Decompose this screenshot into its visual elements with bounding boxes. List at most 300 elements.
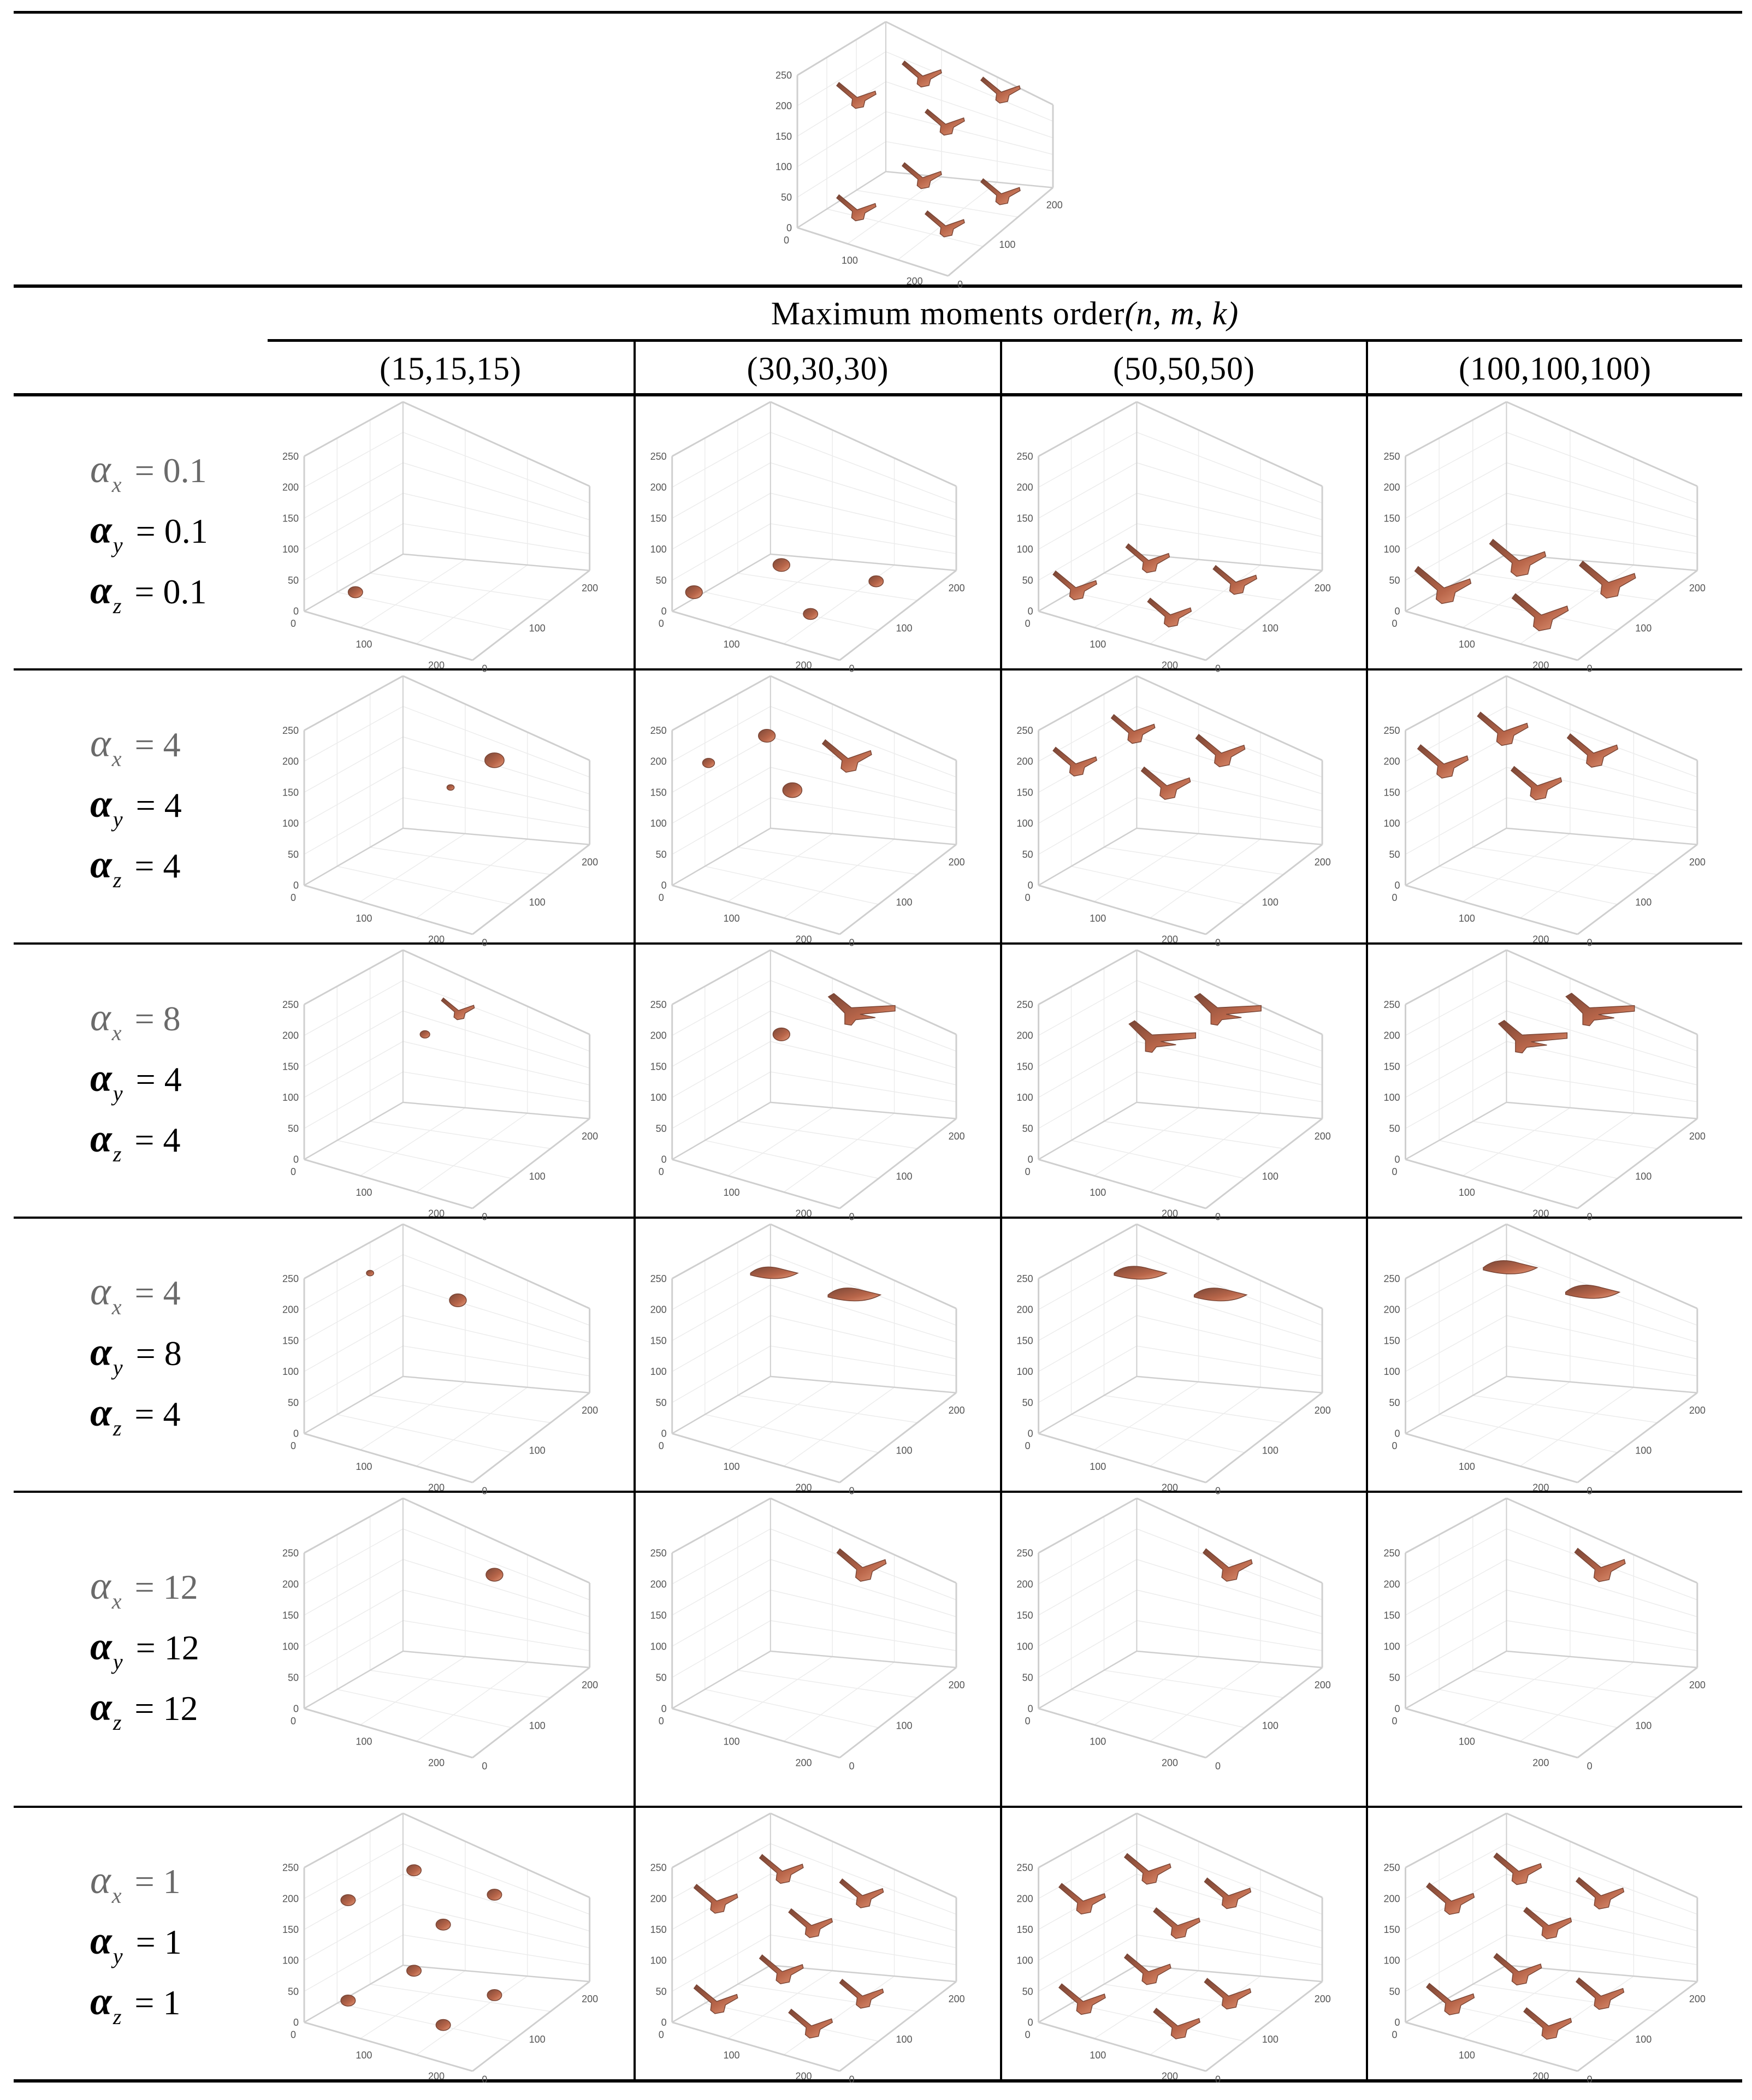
svg-text:0: 0 <box>658 892 664 904</box>
alpha-value: 0.1 <box>163 450 207 490</box>
svg-text:250: 250 <box>650 1547 667 1559</box>
reconstruction-plot-r4-c1 <box>268 1219 634 1497</box>
svg-text:100: 100 <box>650 1955 667 1966</box>
svg-text:100: 100 <box>1635 2033 1652 2045</box>
reconstruction-plot-r2-c2 <box>636 671 1000 948</box>
alpha-value: 4 <box>163 1120 181 1159</box>
svg-text:100: 100 <box>1090 2050 1106 2061</box>
svg-text:0: 0 <box>1025 1715 1031 1727</box>
svg-text:0: 0 <box>1025 618 1031 630</box>
alpha-value: 4 <box>164 1059 182 1099</box>
svg-text:200: 200 <box>650 756 667 767</box>
alpha-subscript: x <box>111 1589 122 1613</box>
equals-sign: = <box>135 1059 156 1099</box>
alpha-subscript: x <box>111 1294 122 1319</box>
alpha-symbol: α <box>90 447 111 491</box>
svg-text:200: 200 <box>795 1757 812 1769</box>
equals-sign: = <box>134 572 155 611</box>
svg-text:200: 200 <box>1161 934 1179 945</box>
svg-text:0: 0 <box>783 234 790 246</box>
bottom-rule <box>14 2079 1742 2083</box>
svg-text:0: 0 <box>849 1485 855 1497</box>
equals-sign: = <box>134 1862 155 1901</box>
alpha-z-equation <box>90 1111 181 1172</box>
parameter-label-row-3 <box>14 945 268 1217</box>
equals-sign: = <box>134 450 155 490</box>
svg-text:50: 50 <box>287 1397 299 1408</box>
alpha-y-equation <box>90 1051 182 1111</box>
alpha-subscript: y <box>113 1944 123 1968</box>
svg-text:200: 200 <box>428 660 445 671</box>
svg-text:100: 100 <box>282 818 299 829</box>
svg-text:200: 200 <box>428 1757 445 1769</box>
alpha-symbol: α <box>90 507 112 551</box>
svg-text:0: 0 <box>482 1485 488 1497</box>
svg-text:200: 200 <box>1689 1404 1706 1416</box>
svg-text:150: 150 <box>282 1061 299 1072</box>
svg-text:100: 100 <box>1458 1736 1475 1747</box>
alpha-y-equation <box>90 776 182 837</box>
svg-text:250: 250 <box>1016 1862 1033 1873</box>
svg-text:0: 0 <box>1394 2016 1400 2028</box>
svg-text:150: 150 <box>1383 1061 1400 1072</box>
alpha-value: 4 <box>163 1394 181 1433</box>
svg-text:0: 0 <box>658 1166 664 1178</box>
svg-text:0: 0 <box>1587 1211 1593 1223</box>
svg-text:0: 0 <box>1025 1166 1031 1178</box>
svg-text:50: 50 <box>287 1123 299 1134</box>
svg-text:150: 150 <box>1383 1924 1400 1935</box>
svg-text:0: 0 <box>661 1428 667 1439</box>
parameter-label-row-2 <box>14 671 268 942</box>
parameter-label-row-4 <box>14 1219 268 1491</box>
alpha-symbol: α <box>90 1390 112 1434</box>
reconstruction-plot-r1-c2 <box>636 396 1000 674</box>
svg-text:100: 100 <box>1016 818 1033 829</box>
svg-text:0: 0 <box>1394 606 1400 617</box>
svg-text:50: 50 <box>1022 1986 1033 1997</box>
alpha-x-equation <box>90 1853 181 1913</box>
alpha-subscript: z <box>113 1415 122 1440</box>
svg-text:100: 100 <box>1090 912 1106 924</box>
svg-text:200: 200 <box>1314 1404 1331 1416</box>
svg-text:0: 0 <box>1025 2029 1031 2040</box>
svg-text:200: 200 <box>428 934 445 945</box>
svg-text:250: 250 <box>1016 450 1033 462</box>
svg-text:200: 200 <box>1689 1994 1706 2005</box>
svg-text:0: 0 <box>1394 1703 1400 1715</box>
svg-text:200: 200 <box>650 482 667 493</box>
alpha-symbol: α <box>90 842 112 886</box>
alpha-symbol: α <box>90 1269 111 1313</box>
svg-text:200: 200 <box>582 1404 599 1416</box>
svg-text:150: 150 <box>1016 787 1033 798</box>
alpha-subscript: z <box>113 867 122 892</box>
svg-text:150: 150 <box>650 1610 667 1621</box>
svg-text:200: 200 <box>650 1030 667 1041</box>
svg-text:0: 0 <box>1027 880 1033 891</box>
svg-text:0: 0 <box>658 1440 664 1452</box>
svg-text:50: 50 <box>1389 1397 1400 1408</box>
svg-text:100: 100 <box>1635 897 1652 908</box>
svg-text:0: 0 <box>293 2016 299 2028</box>
svg-text:150: 150 <box>1383 1610 1400 1621</box>
svg-text:100: 100 <box>282 1366 299 1378</box>
svg-text:150: 150 <box>282 1610 299 1621</box>
svg-text:150: 150 <box>1383 787 1400 798</box>
svg-text:0: 0 <box>1392 1715 1398 1727</box>
svg-text:150: 150 <box>1383 1335 1400 1346</box>
alpha-symbol: α <box>90 1979 112 2023</box>
svg-text:0: 0 <box>1587 2074 1593 2085</box>
alpha-subscript: y <box>113 1355 123 1380</box>
svg-text:100: 100 <box>896 1445 913 1456</box>
svg-text:0: 0 <box>1587 937 1593 948</box>
svg-text:200: 200 <box>650 1579 667 1590</box>
svg-text:200: 200 <box>428 1208 445 1219</box>
column-header-1: (15,15,15) <box>380 351 522 387</box>
svg-text:0: 0 <box>661 606 667 617</box>
equals-sign: = <box>134 1273 155 1312</box>
svg-text:250: 250 <box>1383 1862 1400 1873</box>
svg-text:200: 200 <box>428 1482 445 1493</box>
svg-text:0: 0 <box>290 2029 297 2040</box>
svg-text:100: 100 <box>896 1171 913 1182</box>
svg-text:200: 200 <box>582 582 599 594</box>
svg-text:200: 200 <box>1016 1304 1033 1315</box>
svg-text:0: 0 <box>658 2029 664 2040</box>
svg-text:200: 200 <box>582 1680 599 1691</box>
alpha-subscript: x <box>111 1020 122 1045</box>
alpha-symbol: α <box>90 781 112 826</box>
equals-sign: = <box>135 511 156 550</box>
svg-text:200: 200 <box>1383 1893 1400 1905</box>
svg-text:200: 200 <box>1161 2071 1179 2082</box>
reconstruction-plot-r1-c1 <box>268 396 634 674</box>
reconstruction-plot-r3-c2 <box>636 945 1000 1223</box>
reconstruction-plot-r2-c1 <box>268 671 634 948</box>
svg-text:0: 0 <box>1027 2016 1033 2028</box>
alpha-subscript: y <box>113 532 123 557</box>
svg-text:200: 200 <box>1689 582 1706 594</box>
alpha-y-equation <box>90 502 208 563</box>
svg-text:250: 250 <box>1383 1273 1400 1284</box>
svg-text:200: 200 <box>1383 482 1400 493</box>
svg-text:0: 0 <box>1215 663 1221 674</box>
svg-text:200: 200 <box>795 934 812 945</box>
reconstruction-plot-r3-c4 <box>1368 945 1742 1223</box>
alpha-z-equation <box>90 1974 181 2034</box>
svg-text:100: 100 <box>650 544 667 555</box>
reconstruction-plot-r4-c2 <box>636 1219 1000 1497</box>
header-title-vars: (n, m, k) <box>1124 295 1239 331</box>
reconstruction-plot-r5-c4 <box>1368 1493 1742 1772</box>
svg-text:100: 100 <box>529 622 546 634</box>
svg-text:100: 100 <box>723 638 740 650</box>
svg-text:0: 0 <box>661 1703 667 1715</box>
svg-text:100: 100 <box>1383 1641 1400 1652</box>
svg-text:50: 50 <box>1022 1672 1033 1683</box>
parameter-label-row-1 <box>14 396 268 668</box>
svg-text:100: 100 <box>1016 1641 1033 1652</box>
svg-text:50: 50 <box>1022 1397 1033 1408</box>
svg-text:150: 150 <box>1016 1061 1033 1072</box>
alpha-symbol: α <box>90 995 111 1039</box>
svg-text:100: 100 <box>1383 1366 1400 1378</box>
alpha-symbol: α <box>90 1919 112 1962</box>
svg-text:0: 0 <box>482 663 488 674</box>
svg-text:100: 100 <box>529 2033 546 2045</box>
svg-text:200: 200 <box>282 756 299 767</box>
svg-text:200: 200 <box>282 1579 299 1590</box>
reconstruction-plot-r3-c3 <box>1002 945 1366 1223</box>
svg-text:0: 0 <box>658 1715 664 1727</box>
svg-text:100: 100 <box>723 1187 740 1198</box>
svg-text:50: 50 <box>287 574 299 586</box>
svg-text:100: 100 <box>529 897 546 908</box>
svg-text:0: 0 <box>1392 1440 1398 1452</box>
svg-text:0: 0 <box>290 1166 297 1178</box>
svg-text:0: 0 <box>293 880 299 891</box>
svg-text:0: 0 <box>482 937 488 948</box>
svg-text:0: 0 <box>1027 1703 1033 1715</box>
svg-text:0: 0 <box>849 1211 855 1223</box>
svg-text:100: 100 <box>650 1641 667 1652</box>
svg-text:50: 50 <box>655 574 667 586</box>
svg-text:200: 200 <box>428 2071 445 2082</box>
svg-text:200: 200 <box>1016 756 1033 767</box>
svg-text:150: 150 <box>650 787 667 798</box>
svg-text:200: 200 <box>582 1994 599 2005</box>
svg-text:0: 0 <box>1215 1760 1221 1772</box>
alpha-value: 0.1 <box>163 572 207 611</box>
reconstruction-plot-r4-c4 <box>1368 1219 1742 1497</box>
svg-text:0: 0 <box>1027 1154 1033 1165</box>
svg-text:250: 250 <box>650 1273 667 1284</box>
header-title-text: Maximum moments order <box>771 295 1125 331</box>
svg-text:100: 100 <box>1635 1445 1652 1456</box>
svg-text:0: 0 <box>1215 1211 1221 1223</box>
svg-text:50: 50 <box>1022 1123 1033 1134</box>
svg-text:0: 0 <box>290 1440 297 1452</box>
svg-text:250: 250 <box>1383 999 1400 1010</box>
svg-text:150: 150 <box>282 787 299 798</box>
alpha-x-equation <box>90 1558 198 1619</box>
svg-text:250: 250 <box>650 725 667 736</box>
svg-text:200: 200 <box>582 1130 599 1142</box>
svg-text:50: 50 <box>655 1672 667 1683</box>
svg-text:250: 250 <box>282 1273 299 1284</box>
svg-text:100: 100 <box>1458 1461 1475 1472</box>
alpha-subscript: y <box>113 1650 123 1674</box>
svg-text:150: 150 <box>650 1924 667 1935</box>
svg-text:50: 50 <box>287 1986 299 1997</box>
svg-text:200: 200 <box>282 1030 299 1041</box>
svg-text:250: 250 <box>282 999 299 1010</box>
svg-text:200: 200 <box>1046 199 1063 211</box>
alpha-value: 1 <box>163 1862 181 1901</box>
svg-text:0: 0 <box>293 1703 299 1715</box>
svg-text:0: 0 <box>1215 2074 1221 2085</box>
svg-text:100: 100 <box>1090 1736 1106 1747</box>
svg-text:200: 200 <box>1314 1680 1331 1691</box>
alpha-z-equation <box>90 837 181 898</box>
svg-text:200: 200 <box>282 1893 299 1905</box>
svg-text:150: 150 <box>775 130 792 142</box>
alpha-y-equation <box>90 1325 182 1385</box>
alpha-symbol: α <box>90 1564 111 1607</box>
svg-text:250: 250 <box>1383 1547 1400 1559</box>
svg-text:100: 100 <box>775 161 792 173</box>
svg-text:100: 100 <box>1635 622 1652 634</box>
svg-text:100: 100 <box>650 1366 667 1378</box>
alpha-symbol: α <box>90 1858 111 1902</box>
svg-text:100: 100 <box>1016 1955 1033 1966</box>
svg-text:50: 50 <box>655 1986 667 1997</box>
svg-text:200: 200 <box>1689 1680 1706 1691</box>
svg-text:50: 50 <box>780 192 792 203</box>
svg-text:200: 200 <box>1016 1579 1033 1590</box>
svg-text:100: 100 <box>1262 1720 1279 1731</box>
svg-text:0: 0 <box>658 618 664 630</box>
svg-text:150: 150 <box>650 1061 667 1072</box>
svg-text:200: 200 <box>1383 1579 1400 1590</box>
svg-text:0: 0 <box>482 1760 488 1772</box>
alpha-x-equation <box>90 442 207 502</box>
svg-text:250: 250 <box>650 999 667 1010</box>
svg-text:50: 50 <box>1022 574 1033 586</box>
svg-text:100: 100 <box>529 1171 546 1182</box>
svg-text:0: 0 <box>1025 1440 1031 1452</box>
svg-text:100: 100 <box>529 1445 546 1456</box>
column-header-2: (30,30,30) <box>747 351 889 387</box>
alpha-value: 12 <box>163 1689 198 1728</box>
svg-text:100: 100 <box>356 1187 372 1198</box>
svg-text:200: 200 <box>1161 1208 1179 1219</box>
svg-text:150: 150 <box>1016 1924 1033 1935</box>
svg-text:100: 100 <box>1262 1445 1279 1456</box>
svg-text:100: 100 <box>1635 1720 1652 1731</box>
svg-text:50: 50 <box>1389 849 1400 860</box>
svg-text:100: 100 <box>356 638 372 650</box>
svg-text:200: 200 <box>1016 482 1033 493</box>
svg-text:0: 0 <box>1025 892 1031 904</box>
svg-text:100: 100 <box>1383 1955 1400 1966</box>
svg-text:0: 0 <box>293 1154 299 1165</box>
svg-text:50: 50 <box>655 1123 667 1134</box>
reconstruction-plot-r1-c4 <box>1368 396 1742 674</box>
reconstruction-plot-r2-c4 <box>1368 671 1742 948</box>
svg-text:100: 100 <box>1458 1187 1475 1198</box>
alpha-value: 0.1 <box>164 511 208 550</box>
alpha-x-equation <box>90 1264 181 1325</box>
svg-text:200: 200 <box>650 1304 667 1315</box>
svg-text:100: 100 <box>1262 622 1279 634</box>
svg-text:200: 200 <box>1016 1893 1033 1905</box>
svg-text:50: 50 <box>1389 1986 1400 1997</box>
alpha-symbol: α <box>90 1330 112 1374</box>
svg-text:150: 150 <box>650 513 667 524</box>
svg-text:50: 50 <box>287 1672 299 1683</box>
reconstruction-plot-r6-c3 <box>1002 1808 1366 2085</box>
svg-text:100: 100 <box>1262 2033 1279 2045</box>
svg-text:0: 0 <box>293 1428 299 1439</box>
alpha-value: 8 <box>163 999 181 1038</box>
svg-text:100: 100 <box>1262 897 1279 908</box>
reconstruction-plot-r5-c3 <box>1002 1493 1366 1772</box>
svg-text:200: 200 <box>906 275 923 287</box>
svg-text:200: 200 <box>1383 756 1400 767</box>
svg-text:200: 200 <box>1689 856 1706 868</box>
alpha-value: 4 <box>163 846 181 885</box>
svg-text:100: 100 <box>356 912 372 924</box>
reconstruction-plot-r3-c1 <box>268 945 634 1223</box>
svg-text:0: 0 <box>1392 1166 1398 1178</box>
alpha-y-equation <box>90 1619 199 1680</box>
alpha-z-equation <box>90 1385 181 1446</box>
svg-text:200: 200 <box>1532 1757 1549 1769</box>
svg-text:0: 0 <box>290 892 297 904</box>
svg-text:0: 0 <box>957 278 963 290</box>
reconstruction-plot-r1-c3 <box>1002 396 1366 674</box>
svg-text:200: 200 <box>1532 1482 1549 1493</box>
svg-text:0: 0 <box>290 618 297 630</box>
svg-text:100: 100 <box>1458 638 1475 650</box>
alpha-subscript: y <box>113 1081 123 1106</box>
svg-text:200: 200 <box>948 1994 965 2005</box>
reconstruction-plot-r5-c2 <box>636 1493 1000 1772</box>
svg-text:0: 0 <box>1394 880 1400 891</box>
svg-text:250: 250 <box>282 725 299 736</box>
svg-text:100: 100 <box>723 2050 740 2061</box>
svg-text:200: 200 <box>775 100 792 111</box>
svg-text:50: 50 <box>1022 849 1033 860</box>
alpha-value: 4 <box>163 1273 181 1312</box>
svg-text:0: 0 <box>661 880 667 891</box>
svg-text:100: 100 <box>1383 544 1400 555</box>
svg-text:0: 0 <box>786 222 792 234</box>
svg-text:200: 200 <box>948 582 965 594</box>
svg-text:200: 200 <box>1314 1130 1331 1142</box>
svg-text:100: 100 <box>1458 2050 1475 2061</box>
svg-text:100: 100 <box>1262 1171 1279 1182</box>
svg-text:200: 200 <box>1689 1130 1706 1142</box>
alpha-x-equation <box>90 990 181 1051</box>
svg-text:100: 100 <box>1090 638 1106 650</box>
header-title <box>268 286 1742 341</box>
parameter-label-row-5 <box>14 1493 268 1806</box>
svg-text:200: 200 <box>282 1304 299 1315</box>
svg-text:200: 200 <box>1314 856 1331 868</box>
svg-text:200: 200 <box>948 1404 965 1416</box>
svg-text:100: 100 <box>282 1641 299 1652</box>
svg-text:100: 100 <box>1090 1461 1106 1472</box>
svg-text:150: 150 <box>282 1335 299 1346</box>
svg-text:200: 200 <box>282 482 299 493</box>
svg-text:200: 200 <box>948 856 965 868</box>
svg-text:50: 50 <box>1389 1123 1400 1134</box>
svg-text:200: 200 <box>1532 1208 1549 1219</box>
equals-sign: = <box>135 785 156 824</box>
alpha-subscript: x <box>111 746 122 771</box>
svg-text:200: 200 <box>1314 1994 1331 2005</box>
svg-text:200: 200 <box>1161 1757 1179 1769</box>
alpha-value: 4 <box>164 785 182 824</box>
parameter-label-row-6 <box>14 1808 268 2079</box>
svg-text:200: 200 <box>1532 2071 1549 2082</box>
alpha-value: 1 <box>164 1923 182 1961</box>
svg-text:0: 0 <box>1587 1485 1593 1497</box>
